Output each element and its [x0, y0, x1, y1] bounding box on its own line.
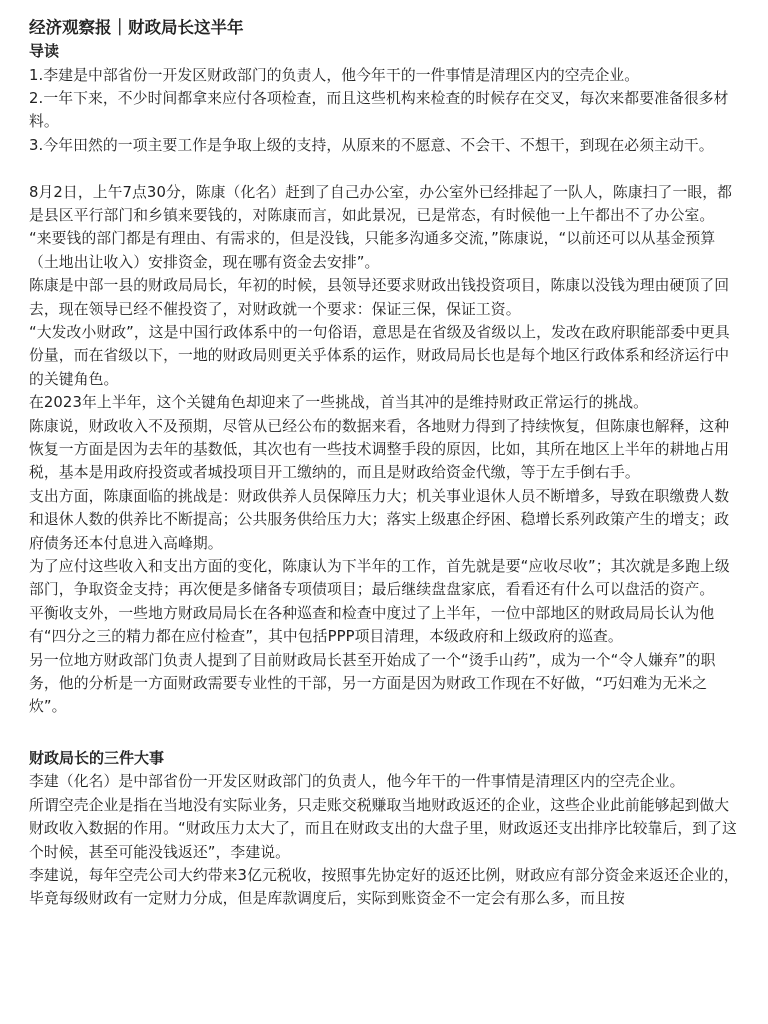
body-paragraph: 8月2日，上午7点30分，陈康（化名）赶到了自己办公室，办公室外已经排起了一队人，陈康扫了一眼，都是县区平行部门和乡镇来要钱的，对陈康而言，如此景况，已是常态，有时候他一上午都出不了办公室。 [29, 183, 733, 224]
body-paragraph: 陈康说，财政收入不及预期，尽管从已经公布的数据来看，各地财力得到了持续恢复，但陈康也解释，这种恢复一方面是因为去年的基数低，其次也有一些技术调整手段的原因，比如，其所在地区上半年的耕地占用税，基本是用政府投资或者城投项目开工缴纳的，而且是财政给资金代缴，等于左手倒右手。 [29, 417, 730, 482]
spacer [29, 719, 744, 747]
lead-item: 1.李建是中部省份一开发区财政部门的负责人，他今年干的一件事情是清理区内的空壳企业。 [29, 66, 640, 84]
body-paragraph: 陈康是中部一县的财政局局长，年初的时候，县领导还要求财政出钱投资项目，陈康以没钱为理由硬顶了回去，现在领导已经不催投资了，对财政就一个要求：保证三保，保证工资。 [29, 277, 730, 318]
lead-heading: 导读 [29, 42, 60, 60]
body-paragraph: “来要钱的部门都是有理由、有需求的，但是没钱，只能多沟通多交流，”陈康说，“以前还可以从基金预算（土地出让收入）安排资金，现在哪有资金去安排”。 [29, 230, 716, 271]
section-paragraph: 李建（化名）是中部省份一开发区财政部门的负责人，他今年干的一件事情是清理区内的空壳企业。 [29, 773, 685, 791]
body-paragraph: 平衡收支外，一些地方财政局局长在各种巡查和检查中度过了上半年，一位中部地区的财政局局长认为他有“四分之三的精力都在应付检查”，其中包括PPP项目清理，本级政府和上级政府的巡查。 [29, 604, 715, 646]
body-paragraph: 在2023年上半年，这个关键角色却迎来了一些挑战，首当其冲的是维持财政正常运行的挑战。 [29, 394, 649, 412]
lead-item: 2.一年下来，不少时间都拿来应付各项检查，而且这些机构来检查的时候存在交叉，每次来都要准备很多材料。 [29, 89, 729, 131]
spacer [29, 157, 744, 180]
article-title: 经济观察报｜财政局长这半年 [29, 18, 244, 37]
body-paragraph: 为了应付这些收入和支出方面的变化，陈康认为下半年的工作，首先就是要“应收尽收”；其次就是多跑上级部门，争取资金支持；再次便是多储备专项债项目；最后继续盘盘家底，看看还有什么可以盘活的资产。 [29, 558, 730, 599]
section-paragraph: 所谓空壳企业是指在当地没有实际业务，只走账交税赚取当地财政返还的企业，这些企业此前能够起到做大财政收入数据的作用。“财政压力太大了，而且在财政支出的大盘子里，财政返还支出排序比较靠后，到了这个时候，甚至可能没钱返还”，李建说。 [29, 796, 737, 861]
body-paragraph: 另一位地方财政部门负责人提到了目前财政局长甚至开始成了一个“烫手山药”，成为一个“令人嫌弃”的职务，他的分析是一方面财政需要专业性的干部，另一方面是因为财政工作现在不好做，“巧妇难为无米之炊”。 [29, 651, 716, 716]
body-paragraph: 支出方面，陈康面临的挑战是：财政供养人员保障压力大；机关事业退休人员不断增多，导致在职缴费人数和退休人数的供养比不断提高；公共服务供给压力大；落实上级惠企纾困、稳增长系列政策产生的增支；政府债务还本付息进入高峰期。 [29, 487, 730, 552]
section-heading: 财政局长的三件大事 [29, 748, 165, 767]
section-body [29, 770, 744, 910]
lead-list [29, 64, 744, 158]
lead-item: 3.今年田然的一项主要工作是争取上级的支持，从原来的不愿意、不会干、不想干，到现在必须主动干。 [29, 136, 714, 154]
section-paragraph: 李建说，每年空壳公司大约带来3亿元税收，按照事先协定好的返还比例，财政应有部分资金来返还企业的，毕竟每级财政有一定财力分成，但是库款调度后，实际到账资金不一定会有那么多，而且按 [29, 866, 739, 908]
body-paragraph: “大发改小财政”，这是中国行政体系中的一句俗语，意思是在省级及省级以上，发改在政府职能部委中更具份量，而在省级以下，一地的财政局则更关乎体系的运作，财政局局长也是每个地区行政体系和经济运行中的关键角色。 [29, 323, 730, 388]
article-body [29, 181, 744, 719]
